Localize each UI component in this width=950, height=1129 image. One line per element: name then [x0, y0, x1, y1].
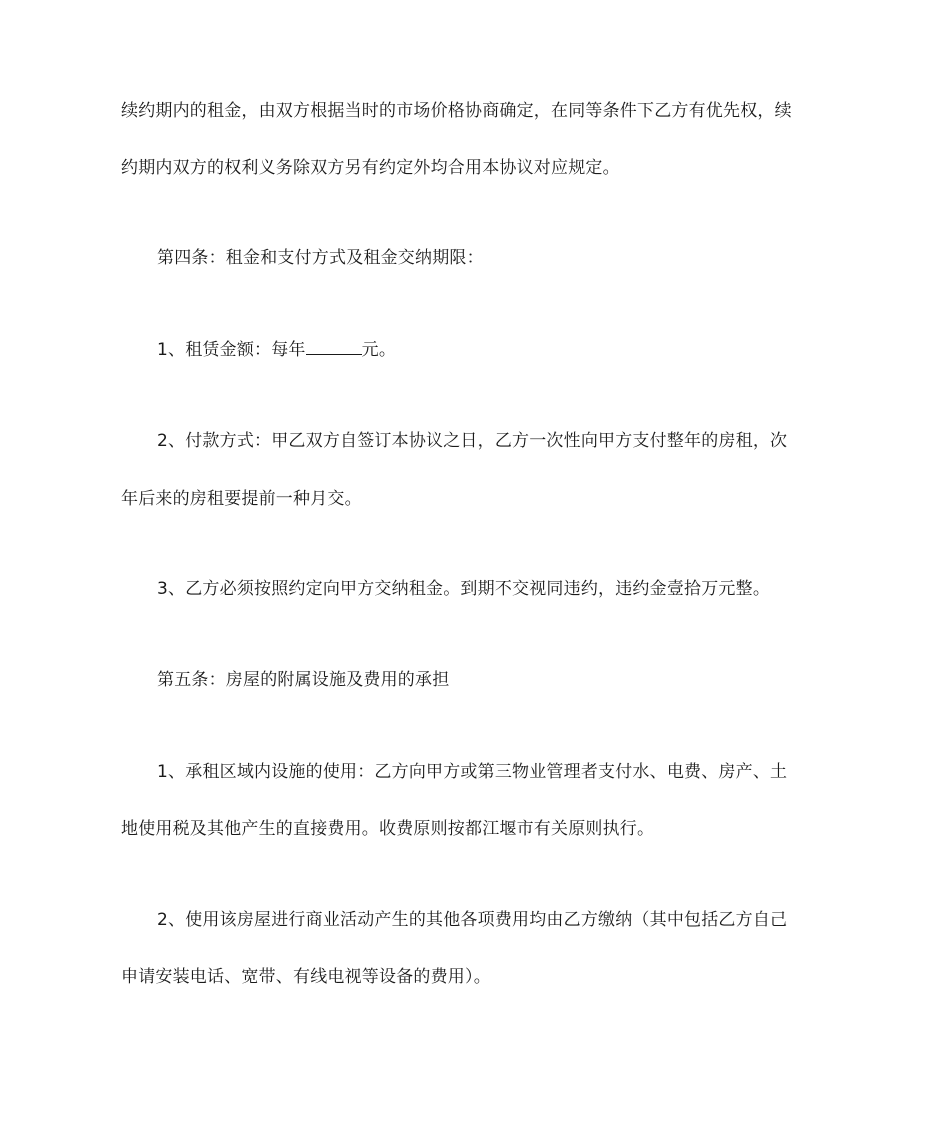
article-4-item-2-line-2: 年后来的房租要提前一种月交。: [121, 489, 362, 509]
article-5-item-1-line-1: 1、承租区域内设施的使用：乙方向甲方或第三物业管理者支付水、电费、房产、土: [157, 762, 788, 782]
article-4-item-1: [157, 338, 396, 362]
article-4-item-2-line-1: 2、付款方式：甲乙双方自签订本协议之日，乙方一次性向甲方支付整年的房租，次: [157, 431, 788, 451]
article-5-heading: 第五条：房屋的附属设施及费用的承担: [157, 670, 450, 690]
article-4-heading: 第四条：租金和支付方式及租金交纳期限：: [157, 248, 484, 268]
article-5-item-1-line-2: 地使用税及其他产生的直接费用。收费原则按都江堰市有关原则执行。: [121, 819, 655, 839]
item-1-prefix: 1、租赁金额：每年: [157, 340, 306, 360]
article-5-item-2-line-2: 申请安装电话、宽带、有线电视等设备的费用）。: [121, 967, 491, 987]
item-1-suffix: 元。: [361, 340, 397, 360]
paragraph-continuation-line-2: 约期内双方的权利义务除双方另有约定外均合用本协议对应规定。: [121, 158, 620, 178]
paragraph-continuation-line-1: 续约期内的租金，由双方根据当时的市场价格协商确定，在同等条件下乙方有优先权，续: [121, 101, 792, 121]
rent-amount-blank: [306, 338, 362, 355]
article-5-item-2-line-1: 2、使用该房屋进行商业活动产生的其他各项费用均由乙方缴纳（其中包括乙方自己: [157, 910, 788, 930]
article-4-item-3: 3、乙方必须按照约定向甲方交纳租金。到期不交视同违约，违约金壹拾万元整。: [157, 579, 771, 599]
